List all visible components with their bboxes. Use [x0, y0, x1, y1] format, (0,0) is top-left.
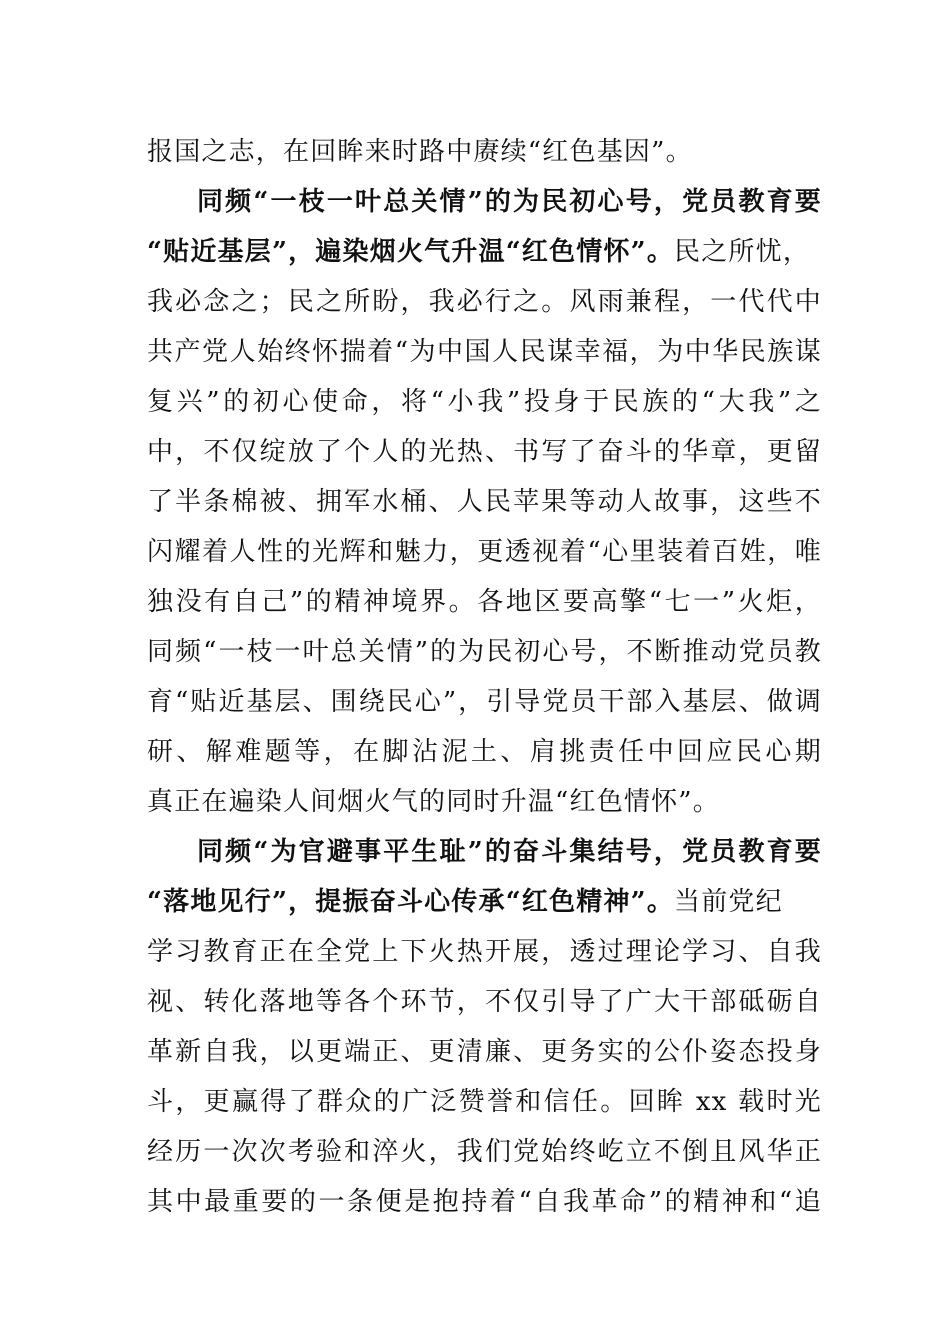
text-line: 中，不仅绽放了个人的光热、书写了奋斗的华章，更留 [147, 437, 822, 467]
text-line: 视、转化落地等各个环节，不仅引导了广大干部砥砺自 [147, 987, 822, 1017]
text-span: 民之所忧， [674, 237, 811, 267]
section-heading-text: “落地见行”，提振奋斗心传承“红色精神”。 [147, 887, 675, 917]
section-heading-line: 同频“一枝一叶总关情”的为民初心号，党员教育要 [197, 187, 822, 217]
text-line: 闪耀着人性的光辉和魅力，更透视着“心里装着百姓，唯 [147, 537, 822, 567]
text-line: 研、解难题等，在脚沾泥土、肩挑责任中回应民心期 [147, 737, 822, 767]
text-line: 其中最重要的一条便是抱持着“自我革命”的精神和“追 [147, 1187, 822, 1217]
text-line: 学习教育正在全党上下火热开展，透过理论学习、自我 [147, 937, 822, 967]
text-line: 我必念之；民之所盼，我必行之。风雨兼程，一代代中 [147, 287, 822, 317]
text-line: 报国之志，在回眸来时路中赓续“红色基因”。 [147, 137, 693, 167]
section-heading-line-2 [147, 882, 822, 922]
text-line: 独没有自己”的精神境界。各地区要高擎“七一”火炬， [147, 587, 822, 617]
text-line: 同频“一枝一叶总关情”的为民初心号，不断推动党员教 [147, 637, 822, 667]
section-heading-line: 同频“为官避事平生耻”的奋斗集结号，党员教育要 [197, 837, 822, 867]
text-line: 育“贴近基层、围绕民心”，引导党员干部入基层、做调 [147, 687, 822, 717]
text-line: 经历一次次考验和淬火，我们党始终屹立不倒且风华正 [147, 1137, 822, 1167]
text-line: 斗，更赢得了群众的广泛赞誉和信任。回眸 xx 载时光 [147, 1087, 822, 1117]
section-heading-text: “贴近基层”，遍染烟火气升温“红色情怀”。 [147, 237, 675, 267]
text-span: 当前党纪 [674, 887, 783, 917]
text-line: 革新自我，以更端正、更清廉、更务实的公仆姿态投身 [147, 1037, 822, 1067]
text-line: 了半条棉被、拥军水桶、人民苹果等动人故事，这些不 [147, 487, 822, 517]
section-heading-line-2 [147, 232, 822, 272]
text-line: 真正在遍染人间烟火气的同时升温“红色情怀”。 [147, 787, 720, 817]
text-line: 共产党人始终怀揣着“为中国人民谋幸福，为中华民族谋 [147, 337, 822, 367]
text-line: 复兴”的初心使命，将“小我”投身于民族的“大我”之 [147, 387, 822, 417]
